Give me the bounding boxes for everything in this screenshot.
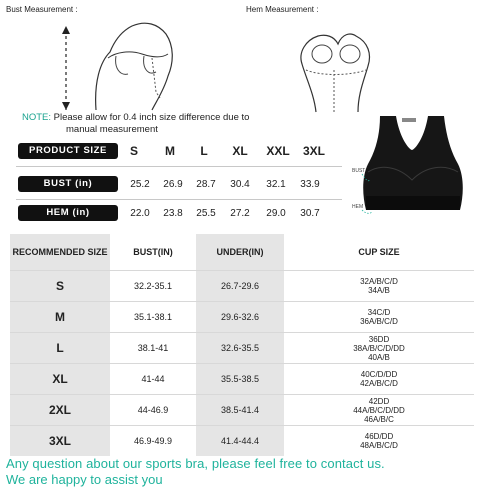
row-bust: 46.9-49.9 [110,425,196,456]
row-size: 2XL [10,394,110,425]
row-under: 29.6-32.6 [196,301,284,332]
cup-line: 34A/B [368,286,390,295]
product-size-s: S [129,144,138,158]
row-cup [284,301,474,332]
bust-value-xl: 30.4 [230,179,250,190]
bust-value-l: 28.7 [196,179,216,190]
bust-value-3xl: 33.9 [300,179,320,190]
photo-hem-label: HEM [352,204,364,210]
row-bust: 35.1-38.1 [110,301,196,332]
header-recommended-size: RECOMMENDED SIZE [10,234,110,270]
header-under: UNDER(IN) [196,234,284,270]
divider [16,166,342,167]
hem-measurement-label: Hem Measurement : [246,5,319,14]
row-cup [284,363,474,394]
cup-line: 42DD [368,396,390,406]
cup-line: 44A/B/C/D/DD [353,405,405,415]
product-size-l: L [200,144,208,158]
bust-value-m: 26.9 [163,179,183,190]
row-size: S [10,270,110,301]
hem-value-m: 23.8 [163,208,183,219]
row-bust: 41-44 [110,363,196,394]
row-bust: 44-46.9 [110,394,196,425]
cup-line: 38A/B/C/D/DD [353,343,405,353]
table-row [10,425,474,456]
row-cup [284,332,474,363]
row-under: 41.4-44.4 [196,425,284,456]
hem-value-xl: 27.2 [230,208,250,219]
cup-line: 42A/B/C/D [360,379,398,388]
product-size-xxl: XXL [266,144,290,158]
row-bust: 38.1-41 [110,332,196,363]
hem-value-xxl: 29.0 [266,208,286,219]
row-cup [284,270,474,301]
hem-row-label: HEM (in) [18,205,118,221]
bust-measurement-label: Bust Measurement : [6,5,78,14]
cup-line: 32A/B/C/D [360,277,398,286]
cup-line: 40A/B [368,352,390,362]
hem-value-s: 22.0 [130,208,150,219]
hem-value-l: 25.5 [196,208,216,219]
note-key: NOTE: [22,112,52,123]
row-size: XL [10,363,110,394]
row-under: 35.5-38.5 [196,363,284,394]
row-cup [284,425,474,456]
cup-line: 34C/D [367,308,391,317]
hem-measurement-illustration [276,14,396,114]
bust-row-label: BUST (in) [18,176,118,192]
row-under: 26.7-29.6 [196,270,284,301]
header-cup-size: CUP SIZE [284,234,474,270]
size-note [22,112,249,136]
row-size: L [10,332,110,363]
cup-line: 36DD [368,334,390,344]
product-size-xl: XL [232,144,248,158]
bust-measurement-illustration [56,12,196,112]
cup-line: 48A/B/C/D [360,441,398,450]
arrow-down-icon [62,102,70,110]
note-line2: manual measurement [66,124,158,135]
sports-bra-photo [346,110,476,228]
table-row [10,301,474,332]
row-size: M [10,301,110,332]
row-under: 32.6-35.5 [196,332,284,363]
bust-value-xxl: 32.1 [266,179,286,190]
table-row [10,270,474,301]
cup-line: 40C/D/DD [360,370,398,379]
product-size-m: M [165,144,175,158]
cup-line: 46A/B/C [364,414,394,424]
divider [16,199,342,200]
footer-contact-line: Any question about our sports bra, please feel free to contact us. [6,456,385,471]
hem-value-3xl: 30.7 [300,208,320,219]
product-size-3xl: 3XL [302,144,325,158]
row-cup [284,394,474,425]
size-recommendation-table [10,234,474,456]
row-under: 38.5-41.4 [196,394,284,425]
row-bust: 32.2-35.1 [110,270,196,301]
header-bust: BUST(IN) [110,234,196,270]
note-line1: Please allow for 0.4 inch size difference due to [53,112,250,123]
table-row [10,363,474,394]
bust-value-s: 25.2 [130,179,150,190]
product-size-label: PRODUCT SIZE [18,143,118,159]
row-size: 3XL [10,425,110,456]
table-row [10,332,474,363]
cup-line: 46D/DD [364,432,394,441]
arrow-up-icon [62,26,70,34]
footer-assist-line: We are happy to assist you [6,472,163,487]
photo-bust-label: BUST [352,168,366,174]
table-row [10,394,474,425]
cup-line: 36A/B/C/D [360,317,398,326]
table-header-row [10,234,474,270]
